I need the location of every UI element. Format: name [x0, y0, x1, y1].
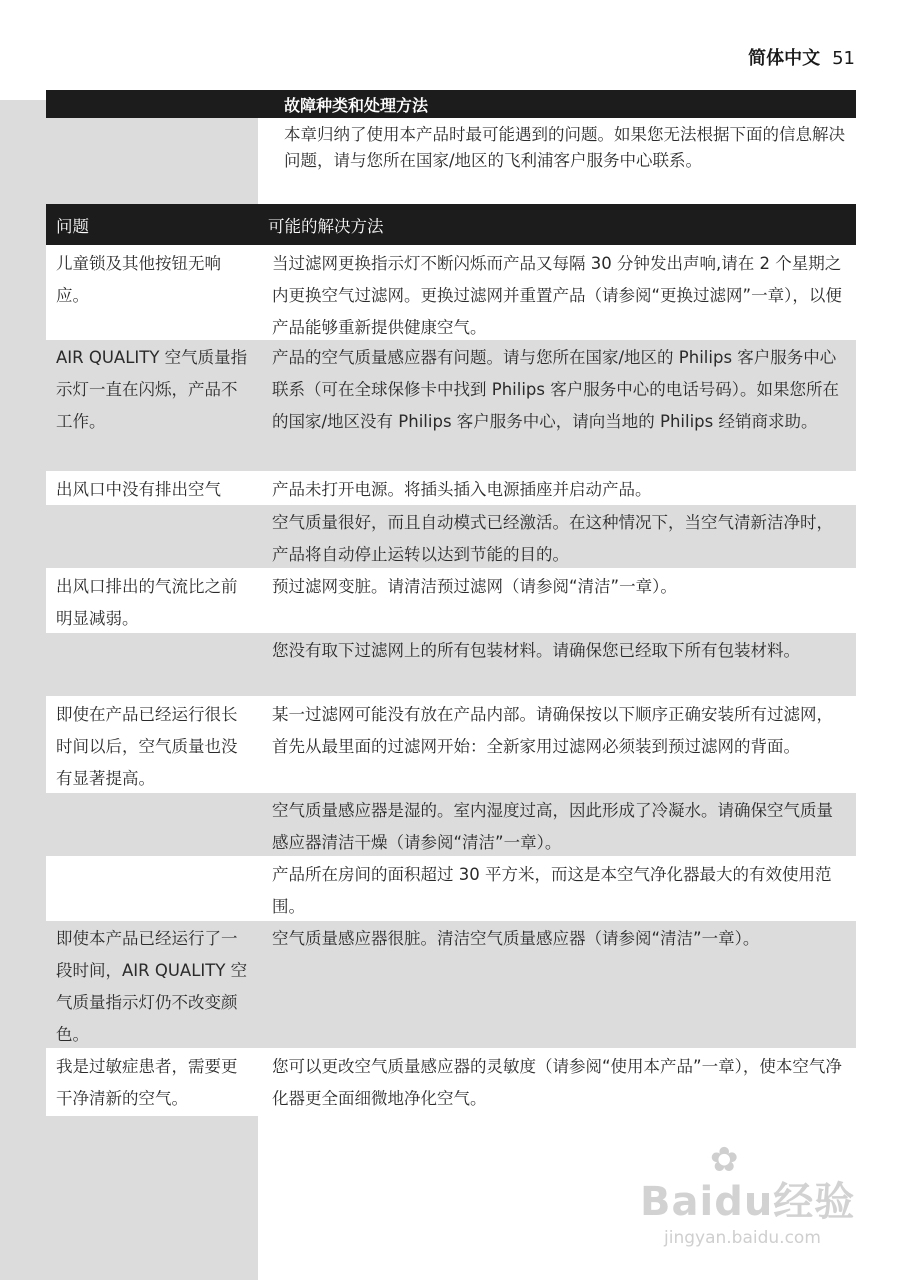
solution-cell: 产品所在房间的面积超过 30 平方米，而这是本空气净化器最大的有效使用范围。 — [272, 865, 832, 916]
troubleshooting-table — [46, 204, 856, 1116]
table-row — [46, 920, 856, 1048]
solution-cell: 空气质量感应器很脏。清洁空气质量感应器（请参阅“清洁”一章）。 — [272, 929, 760, 948]
table-row — [46, 856, 856, 920]
problem-cell — [46, 857, 258, 920]
solution-cell: 空气质量很好，而且自动模式已经激活。在这种情况下，当空气清新洁净时，产品将自动停止运转以达到节能的目的。 — [272, 513, 833, 564]
section-title: 故障种类和处理方法 — [284, 96, 429, 115]
solution-cell: 当过滤网更换指示灯不断闪烁而产品又每隔 30 分钟发出声响,请在 2 个星期之内更换空气过滤网。更换过滤网并重置产品（请参阅“更换过滤网”一章），以便产品能够重新提供健康空气。 — [272, 254, 842, 337]
table-row — [46, 504, 856, 568]
table-row — [46, 696, 856, 792]
problem-cell — [46, 505, 258, 568]
table-row — [46, 632, 856, 696]
solution-cell: 产品的空气质量感应器有问题。请与您所在国家/地区的 Philips 客户服务中心联系（可在全球保修卡中找到 Philips 客户服务中心的电话号码）。如果您所在的国家/地区没有 Philips 客户服务中心，请向当地的 Philips 经销商求助。 — [272, 348, 839, 431]
section-intro: 本章归纳了使用本产品时最可能遇到的问题。如果您无法根据下面的信息解决问题，请与您所在国家/地区的飞利浦客户服务中心联系。 — [284, 125, 845, 170]
table-row — [46, 1048, 856, 1116]
page-number: 51 — [832, 48, 855, 69]
problem-cell: 出风口排出的气流比之前明显减弱。 — [46, 569, 258, 632]
problem-cell — [46, 793, 258, 856]
watermark-url: jingyan.baidu.com — [664, 1228, 821, 1248]
watermark-brand: Baidu经验 — [640, 1179, 856, 1225]
problem-cell: 出风口中没有排出空气 — [46, 472, 258, 504]
solution-cell: 您可以更改空气质量感应器的灵敏度（请参阅“使用本产品”一章），使本空气净化器更全面细微地净化空气。 — [272, 1057, 842, 1108]
solution-cell: 您没有取下过滤网上的所有包装材料。请确保您已经取下所有包装材料。 — [272, 641, 800, 660]
table-row — [46, 245, 856, 339]
header-solution: 可能的解决方法 — [268, 216, 384, 236]
paw-icon: ✿ — [710, 1140, 739, 1180]
language-label: 简体中文 — [748, 48, 821, 69]
problem-cell — [46, 633, 258, 696]
section-title-bar — [46, 90, 856, 118]
solution-cell: 预过滤网变脏。请清洁预过滤网（请参阅“清洁”一章）。 — [272, 577, 677, 596]
table-row — [46, 568, 856, 632]
solution-cell: 空气质量感应器是湿的。室内湿度过高，因此形成了冷凝水。请确保空气质量感应器清洁干燥（请参阅“清洁”一章）。 — [272, 801, 833, 852]
table-header — [46, 204, 856, 245]
problem-cell: 即使在产品已经运行很长时间以后，空气质量也没有显著提高。 — [46, 697, 258, 792]
table-row — [46, 792, 856, 856]
page-header — [748, 44, 855, 70]
problem-cell: 儿童锁及其他按钮无响应。 — [46, 246, 258, 339]
problem-cell: 我是过敏症患者，需要更干净清新的空气。 — [46, 1049, 258, 1116]
header-problem: 问题 — [56, 216, 89, 236]
problem-cell: AIR QUALITY 空气质量指示灯一直在闪烁，产品不工作。 — [56, 348, 248, 431]
problem-cell: 即使本产品已经运行了一段时间，AIR QUALITY 空气质量指示灯仍不改变颜色。 — [56, 929, 248, 1044]
solution-cell: 某一过滤网可能没有放在产品内部。请确保按以下顺序正确安装所有过滤网，首先从最里面的过滤网开始：全新家用过滤网必须装到预过滤网的背面。 — [272, 705, 833, 756]
solution-cell: 产品未打开电源。将插头插入电源插座并启动产品。 — [272, 480, 652, 499]
table-row — [46, 339, 856, 471]
baidu-watermark — [640, 1140, 860, 1260]
table-row — [46, 471, 856, 504]
